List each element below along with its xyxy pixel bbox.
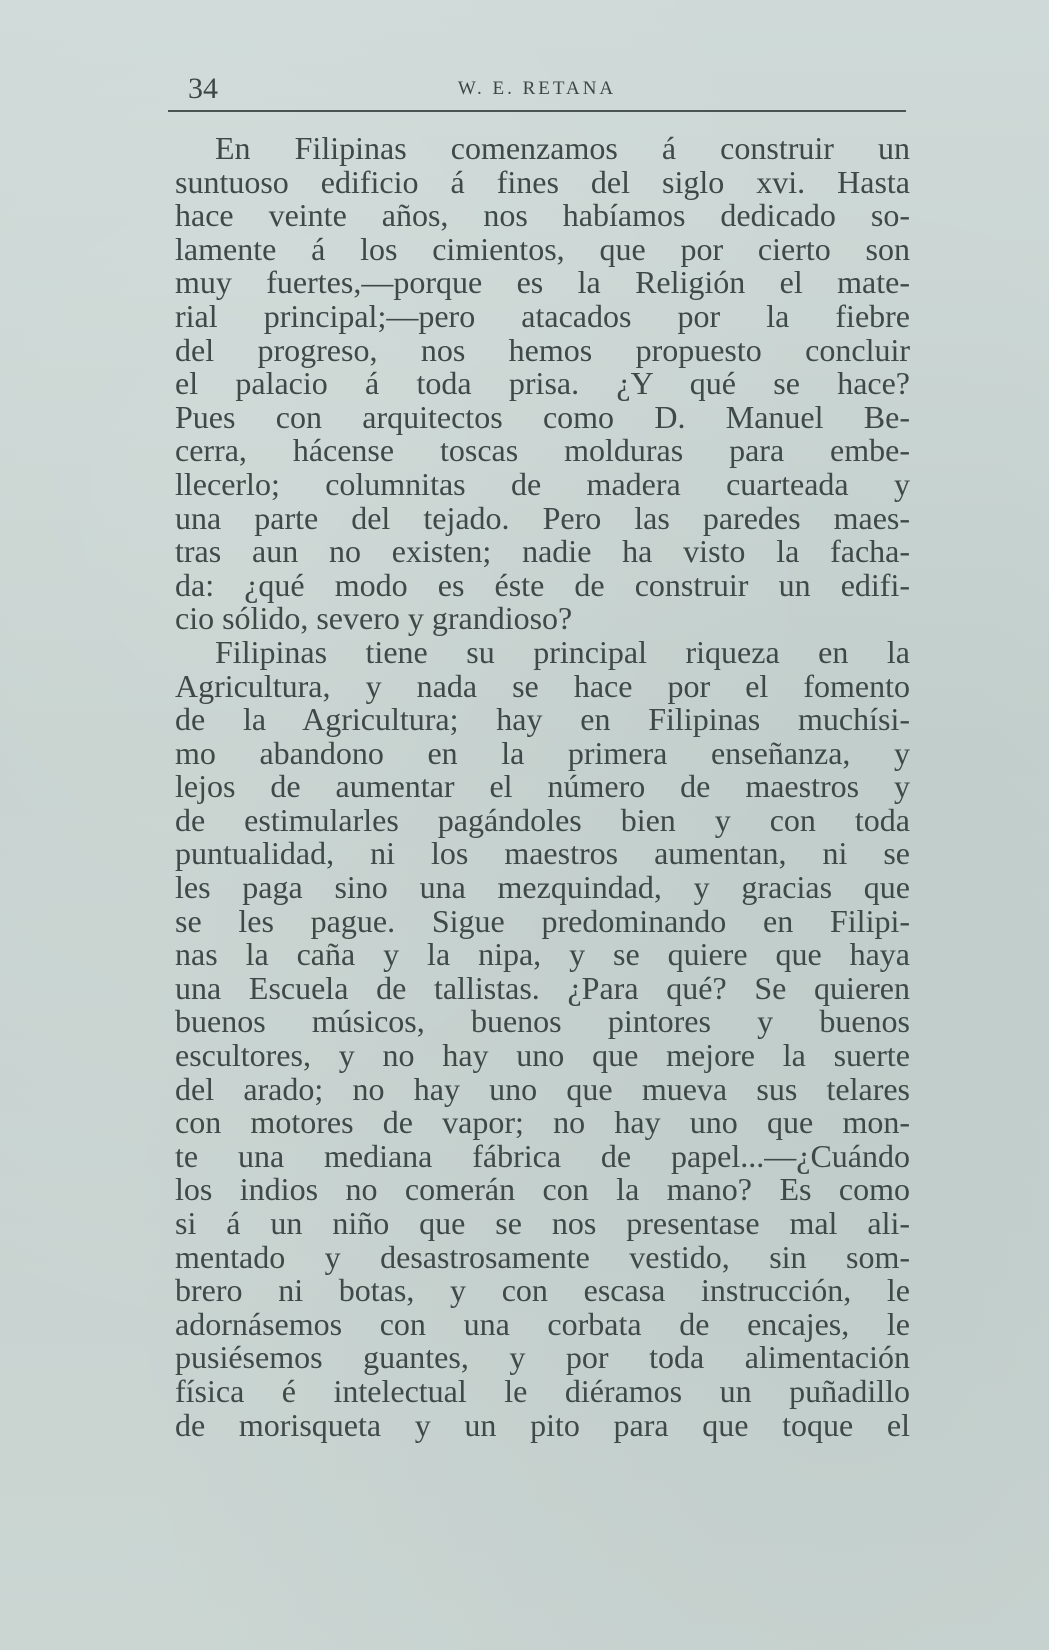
text-line: si á un niño que se nos presentase mal ali- — [175, 1205, 910, 1241]
text-line: pusiésemos guantes, y por toda alimentación — [175, 1339, 910, 1376]
text-line: tras aun no existen; nadie ha visto la facha- — [175, 533, 910, 570]
text-line: buenos músicos, buenos pintores y buenos — [175, 1003, 910, 1040]
text-line: se les pague. Sigue predominando en Filipi- — [175, 902, 910, 939]
text-line: de la Agricultura; hay en Filipinas muchísi- — [175, 701, 910, 738]
text-line: Pues con arquitectos como D. Manuel Be- — [175, 398, 910, 435]
header-rule — [168, 110, 906, 112]
page-header — [168, 70, 906, 110]
text-line: Agricultura, y nada se hace por el fomento — [175, 667, 910, 704]
paragraph-2 — [175, 633, 910, 1443]
text-line: el palacio á toda prisa. ¿Y qué se hace? — [175, 365, 910, 402]
body-text — [175, 132, 910, 1442]
text-line: del arado; no hay uno que mueva sus telares — [175, 1070, 910, 1107]
text-line: llecerlo; columnitas de madera cuarteada y — [175, 465, 910, 502]
text-line: te una mediana fábrica de papel...—¿Cuándo — [175, 1137, 910, 1174]
text-line: lejos de aumentar el número de maestros y — [175, 768, 910, 805]
text-line: nas la caña y la nipa, y se quiere que haya — [175, 936, 910, 973]
text-line: mo abandono en la primera enseñanza, y — [175, 734, 910, 771]
text-line: rial principal;—pero atacados por la fiebre — [175, 297, 910, 334]
text-line: física é intelectual le diéramos un puñadillo — [175, 1372, 910, 1409]
text-line: da: ¿qué modo es éste de construir un edifi- — [175, 566, 910, 603]
text-line: de morisqueta y un pito para que toque el — [175, 1406, 910, 1443]
text-line: suntuoso edificio á fines del siglo xvi. Hasta — [175, 163, 910, 200]
text-line: con motores de vapor; no hay uno que mon- — [175, 1104, 910, 1141]
text-line: una parte del tejado. Pero las paredes maes- — [175, 499, 910, 536]
text-line: brero ni botas, y con escasa instrucción, le — [175, 1272, 910, 1309]
text-line: del progreso, nos hemos propuesto concluir — [175, 331, 910, 368]
text-line: hace veinte años, nos habíamos dedicado so- — [175, 197, 910, 234]
text-line: Filipinas tiene su principal riqueza en la — [215, 633, 910, 670]
text-line: adornásemos con una corbata de encajes, le — [175, 1305, 910, 1342]
text-line: mentado y desastrosamente vestido, sin som- — [175, 1238, 910, 1275]
paragraph-1 — [175, 132, 910, 636]
text-line: una Escuela de tallistas. ¿Para qué? Se quieren — [175, 969, 910, 1006]
text-line: les paga sino una mezquindad, y gracias que — [175, 869, 910, 906]
running-head: W. E. RETANA — [457, 78, 617, 99]
text-line: cio sólido, severo y grandioso? — [175, 600, 573, 637]
text-line: puntualidad, ni los maestros aumentan, ni se — [175, 835, 910, 872]
text-line: muy fuertes,—porque es la Religión el mate- — [175, 264, 910, 301]
text-line: de estimularles pagándoles bien y con toda — [175, 801, 910, 838]
text-line: lamente á los cimientos, que por cierto son — [175, 230, 910, 267]
text-line: En Filipinas comenzamos á construir un — [215, 130, 910, 166]
text-line: escultores, y no hay uno que mejore la suerte — [175, 1037, 910, 1074]
text-line: los indios no comerán con la mano? Es como — [175, 1171, 910, 1208]
page-number: 34 — [188, 72, 218, 105]
text-line: cerra, hácense toscas molduras para embe- — [175, 432, 910, 469]
